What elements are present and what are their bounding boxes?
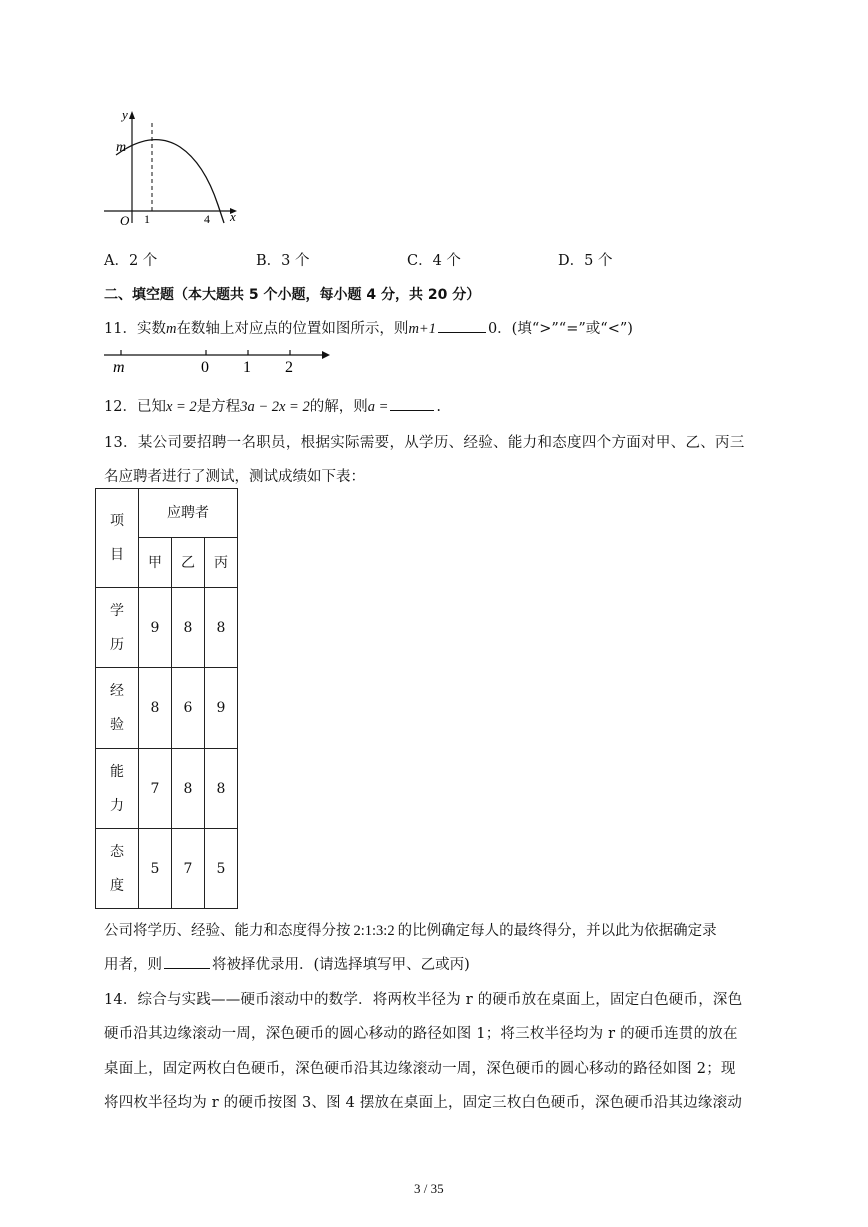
q11-var: m <box>165 321 177 337</box>
q13-line2: 名应聘者进行了测试，测试成绩如下表： <box>104 469 365 485</box>
q13-line1: 13．某公司要招聘一名职员，根据实际需要，从学历、经验、能力和态度四个方面对甲、乙、丙三 <box>104 435 745 451</box>
score-cell: 5 <box>205 829 238 909</box>
q12-eq2: 3a − 2x = 2 <box>240 399 310 415</box>
row-item-cell <box>96 829 139 909</box>
score-cell: 7 <box>139 749 172 829</box>
origin-label: O <box>120 213 130 228</box>
score-cell: 8 <box>205 588 238 668</box>
q13-after-suffix: 的比例确定每人的最终得分，并以此为依据确定录 <box>397 923 717 939</box>
number-line-figure <box>100 343 340 375</box>
header-item-cell <box>96 489 139 588</box>
q12-prefix: 12．已知 <box>104 399 166 415</box>
choice-b: B．3 个 <box>256 253 310 269</box>
question-11 <box>104 317 633 338</box>
row-item-char: 学 <box>110 602 124 619</box>
choice-c: C．4 个 <box>407 253 461 269</box>
row-item-cell <box>96 668 139 749</box>
score-cell: 8 <box>205 749 238 829</box>
table-row <box>96 749 238 829</box>
row-item-char: 力 <box>110 797 124 814</box>
page-number: 3 / 35 <box>414 1181 444 1196</box>
number-line-0-label: 0 <box>201 359 209 375</box>
q14-line2: 硬币沿其边缘滚动一周，深色硬币的圆心移动的路径如图 1；将三枚半径均为 r 的硬币连贯的放在 <box>104 1026 738 1042</box>
q11-suffix: 0．(填“>”“=”或“<”) <box>487 321 633 337</box>
number-line-m-label: m <box>113 359 125 375</box>
tick-4-label: 4 <box>204 212 210 226</box>
y-label: y <box>122 107 128 122</box>
q12-var: a = <box>367 399 389 415</box>
row-item-char: 验 <box>110 717 124 733</box>
table-row <box>96 829 238 909</box>
number-line-arrow <box>322 351 330 359</box>
question-12 <box>104 395 441 416</box>
q12-suffix: . <box>436 399 441 415</box>
choice-d: D．5 个 <box>558 253 613 269</box>
score-cell: 8 <box>139 668 172 749</box>
number-line-1-label: 1 <box>243 359 251 375</box>
score-cell: 8 <box>172 749 205 829</box>
section2-title: 二、填空题（本大题共 5 个小题，每小题 4 分，共 20 分） <box>104 287 481 303</box>
q14-line1: 14．综合与实践——硬币滚动中的数学．将两枚半径为 r 的硬币放在桌面上，固定白色硬币，深色 <box>104 992 743 1008</box>
score-cell: 9 <box>205 668 238 749</box>
q11-middle: 在数轴上对应点的位置如图所示，则 <box>176 321 409 337</box>
row-item-char: 历 <box>110 636 124 653</box>
q13-ratio: 2:1:3:2 <box>353 923 395 939</box>
row-item-char: 态 <box>110 843 124 860</box>
table-row <box>96 588 238 668</box>
header-item-char: 目 <box>110 547 124 563</box>
row-item-char: 能 <box>110 763 124 780</box>
parabola-figure <box>100 105 250 230</box>
header-item-char: 项 <box>110 513 124 529</box>
m-label: m <box>116 140 127 155</box>
q13-after-line2 <box>104 953 470 974</box>
choice-a: A．2 个 <box>104 253 158 269</box>
row-item-cell <box>96 588 139 668</box>
score-cell: 6 <box>172 668 205 749</box>
row-item-cell <box>96 749 139 829</box>
candidate-header: 丙 <box>205 538 238 588</box>
score-table <box>95 488 238 909</box>
score-cell: 5 <box>139 829 172 909</box>
score-cell: 9 <box>139 588 172 668</box>
q12-middle: 是方程 <box>196 399 241 415</box>
score-cell: 7 <box>172 829 205 909</box>
q11-expr: m+1 <box>408 321 436 337</box>
q13-after-line1 <box>104 919 717 940</box>
q11-blank[interactable] <box>438 318 486 334</box>
row-item-char: 经 <box>110 683 124 699</box>
q11-prefix: 11．实数 <box>104 321 166 337</box>
q13-after-prefix: 公司将学历、经验、能力和态度得分按 <box>104 923 351 939</box>
q13-after-line2-prefix: 用者，则 <box>104 957 162 973</box>
header-group-cell: 应聘者 <box>139 489 238 538</box>
q12-eq1: x = 2 <box>165 399 197 415</box>
tick-1-label: 1 <box>144 212 150 226</box>
q12-middle2: 的解，则 <box>309 399 368 415</box>
row-item-char: 度 <box>110 877 124 894</box>
q12-blank[interactable] <box>390 396 434 412</box>
x-label: x <box>230 209 236 224</box>
q14-line4: 将四枚半径均为 r 的硬币按图 3、图 4 摆放在桌面上，固定三枚白色硬币，深色硬币沿其边缘滚动 <box>104 1095 743 1111</box>
candidate-header: 乙 <box>172 538 205 588</box>
q13-blank[interactable] <box>164 954 210 970</box>
score-cell: 8 <box>172 588 205 668</box>
candidate-header: 甲 <box>139 538 172 588</box>
number-line-2-label: 2 <box>285 359 293 375</box>
y-axis-arrow <box>129 111 135 119</box>
q13-after-line2-suffix: 将被择优录用．(请选择填写甲、乙或丙) <box>212 957 470 973</box>
q14-line3: 桌面上，固定两枚白色硬币，深色硬币沿其边缘滚动一周，深色硬币的圆心移动的路径如图 2；现 <box>104 1061 736 1077</box>
table-row <box>96 668 238 749</box>
